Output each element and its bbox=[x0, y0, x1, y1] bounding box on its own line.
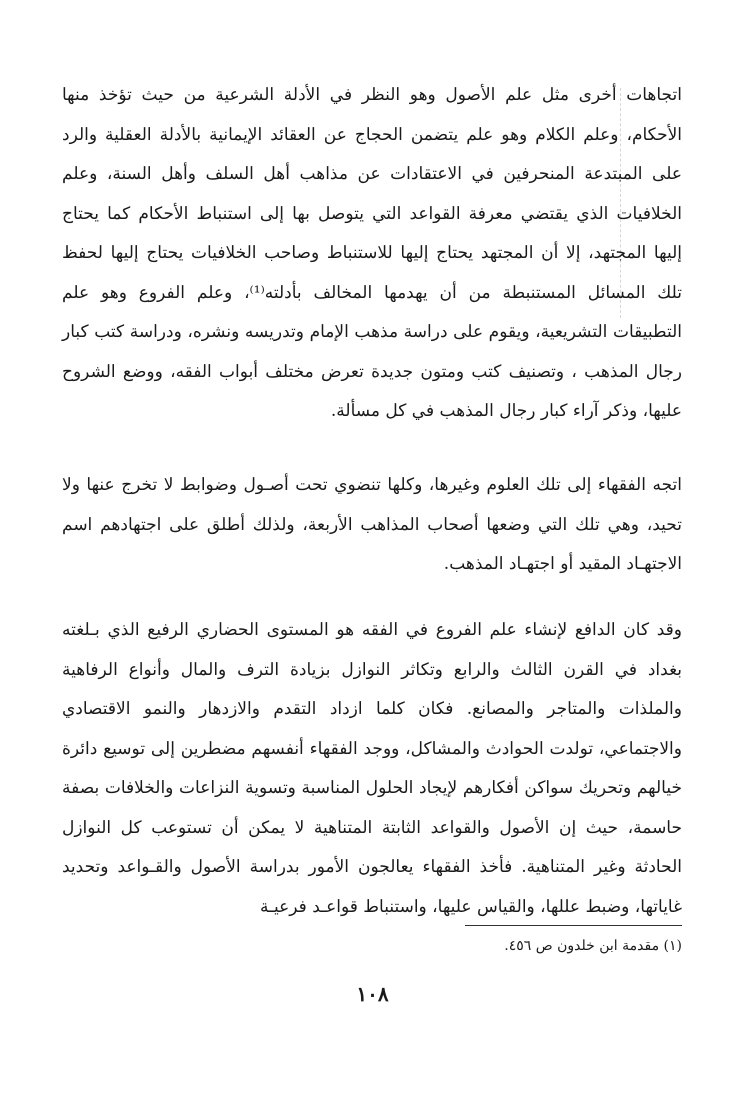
paragraph-text: وقد كان الدافع لإنشاء علم الفروع في الفقه هو المستوى الحضاري الرفيع الذي بـلغته بغداد في القرن الثالث والرابع وتكاثر النوازل بزيادة الترف والمال وأنواع الرفاهية والملذات والمتاجر والمصانع. فكان كلما ازداد التقدم والازدهار والنمو الاقتصادي والاجتماعي، تولدت الحوادث والمشاكل، ووجد الفقهاء أنفسهم مضطرين إلى توسيع دائرة خيالهم وتحريك سواكن أفكارهم لإيجاد الحلول المناسبة وتسوية النزاعات والخلافات بصفة حاسمة، حيث إن الأصول والقواعد الثابتة المتناهية لا يمكن أن تستوعب كل النوازل الحادثة وغير المتناهية. فأخذ الفقهاء يعالجون الأمور بدراسة الأصول والقـواعد وتحديد غاياتها، وضبط عللها، والقياس عليها، واستنباط قواعـد فرعيـة bbox=[62, 620, 682, 917]
footnote-divider bbox=[465, 925, 682, 926]
paragraph-2 bbox=[62, 466, 682, 585]
paragraph-3 bbox=[62, 611, 682, 927]
footnote: (١) مقدمة ابن خلدون ص ٤٥٦. bbox=[504, 938, 682, 954]
paragraph-1 bbox=[62, 76, 682, 432]
page-number: ١٠٨ bbox=[356, 982, 389, 1006]
paragraph-text: اتجه الفقهاء إلى تلك العلوم وغيرها، وكلها تنضوي تحت أصـول وضوابط لا تخرج عنها ولا تحيد، وهي تلك التي وضعها أصحاب المذاهب الأربعة، ولذلك أطلق على اجتهادهم اسم الاجتهـاد المقيد أو اجتهـاد المذهب. bbox=[62, 475, 682, 574]
paragraph-text: اتجاهات أخرى مثل علم الأصول وهو النظر في الأدلة الشرعية من حيث تؤخذ منها الأحكام، وعلم الكلام وهو علم يتضمن الحجاج عن العقائد الإيمانية بالأدلة العقلية والرد على المبتدعة المنحرفين في الاعتقادات عن مذاهب أهل السلف وأهل السنة، وعلم الخلافيات الذي يقتضي معرفة القواعد التي يتوصل بها إلى استنباط الأحكام كما يحتاج إليها المجتهد، إلا أن المجتهد يحتاج إليها للاستنباط وصاحب الخلافيات يحتاج إليها لحفظ تلك المسائل المستنبطة من أن يهدمها المخالف بأدلته⁽¹⁾، وعلم الفروع وهو علم التطبيقات التشريعية، ويقوم على دراسة مذهب الإمام وتدريسه ونشره، ودراسة كتب كبار رجال المذهب ، وتصنيف كتب ومتون جديدة تعرض مختلف أبواب الفقه، ووضع الشروح عليها، وذكر آراء كبار رجال المذهب في كل مسألة. bbox=[62, 85, 682, 421]
